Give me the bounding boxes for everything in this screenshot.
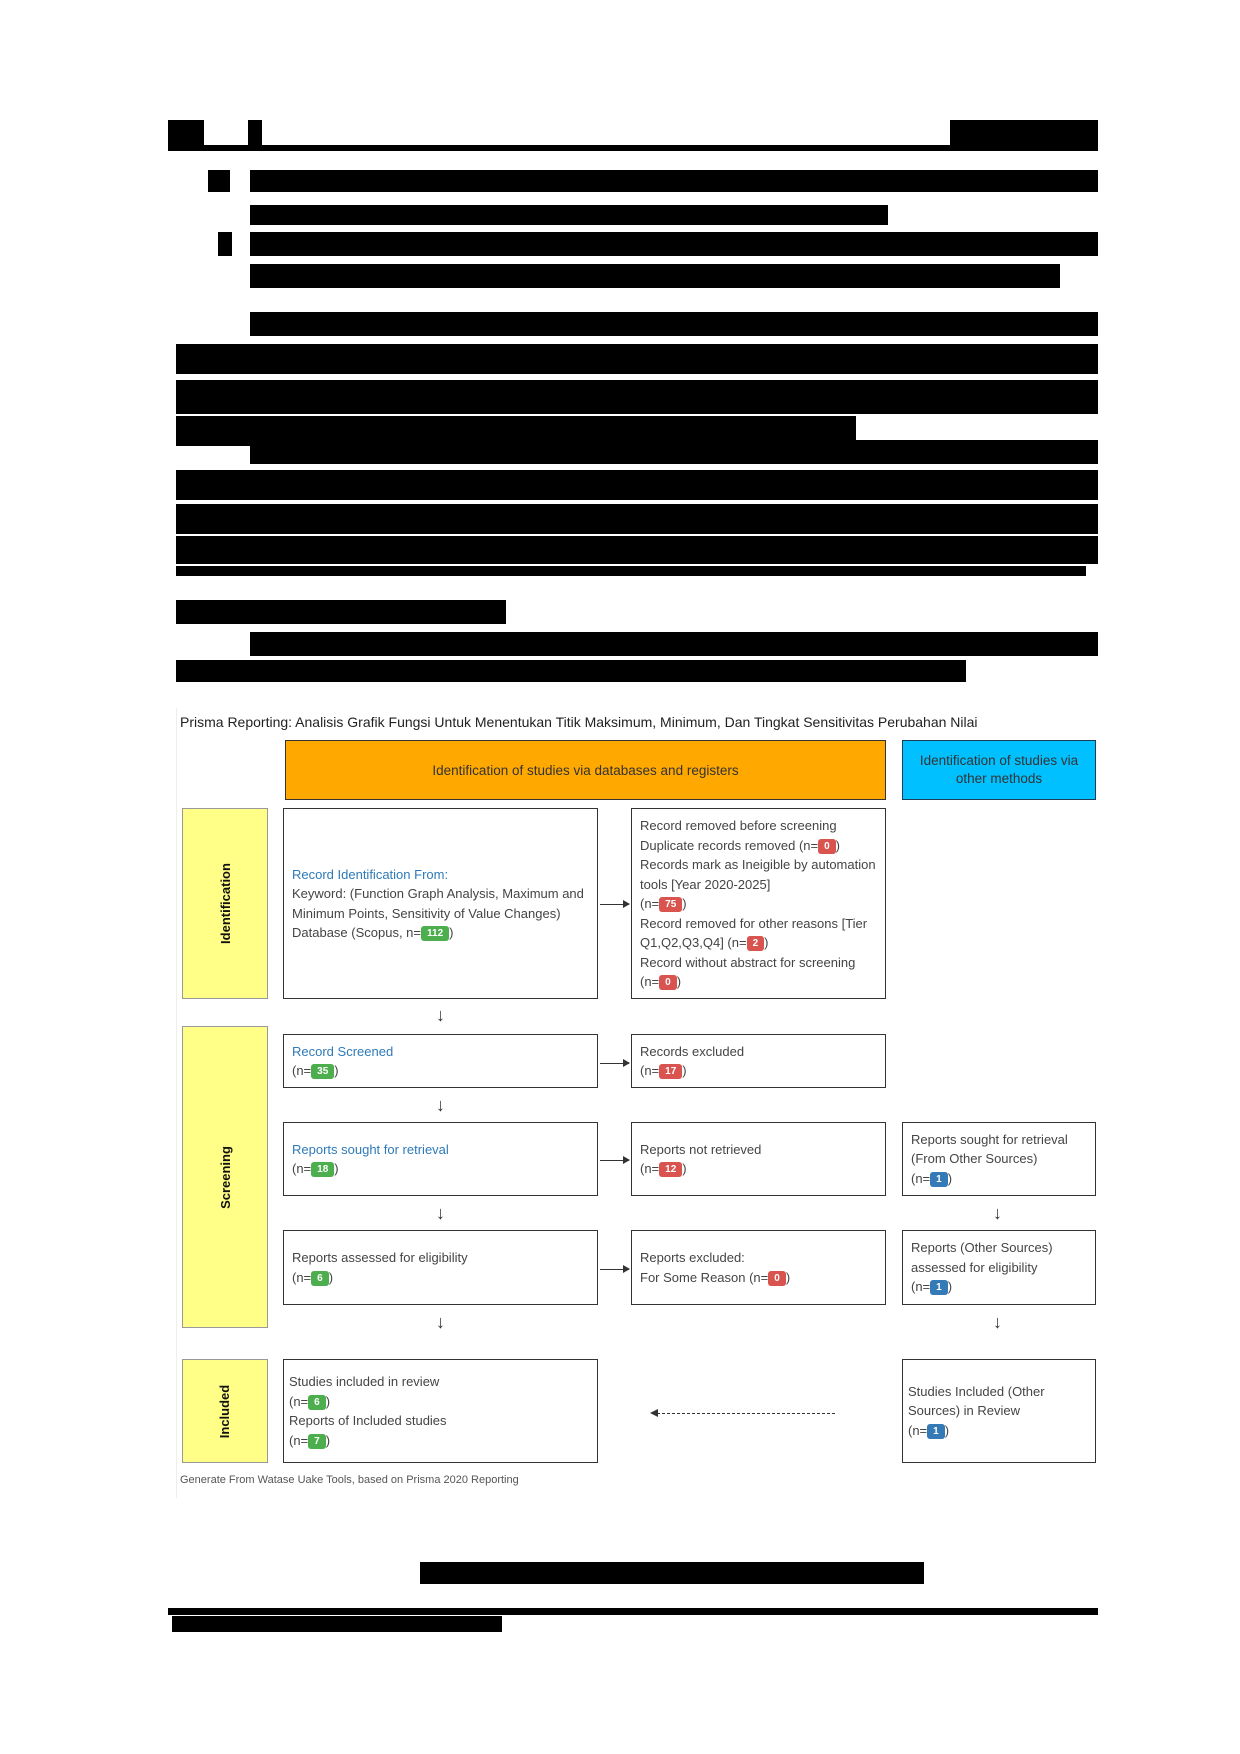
redacted-list-line bbox=[250, 205, 888, 225]
reports-sought-box: Reports sought for retrieval (n= 18 ) bbox=[283, 1122, 598, 1196]
redacted-paragraph-line bbox=[176, 380, 1098, 414]
redacted-paragraph-line bbox=[176, 470, 1098, 500]
count-badge: 1 bbox=[930, 1172, 948, 1187]
count-badge: 0 bbox=[768, 1271, 786, 1286]
redacted-paragraph-line bbox=[176, 344, 1098, 374]
count-badge: 7 bbox=[308, 1434, 326, 1449]
other-reports-sought-box: Reports sought for retrieval (From Other Sources) (n= 1 ) bbox=[902, 1122, 1096, 1196]
redacted-list-marker-1 bbox=[208, 170, 230, 192]
record-screened-box: Record Screened (n= 35 ) bbox=[283, 1034, 598, 1088]
arrow-down-icon: ↓ bbox=[993, 1312, 1002, 1332]
arrow-right-icon bbox=[600, 1063, 629, 1064]
arrow-right-icon bbox=[600, 1269, 629, 1270]
header-other-methods-label: Identification of studies via other methods bbox=[919, 752, 1079, 786]
figure-caption-source: Generate From Watase Uake Tools, based on Prisma 2020 Reporting bbox=[180, 1474, 519, 1486]
redacted-list-line bbox=[250, 264, 1060, 288]
count-badge: 0 bbox=[659, 975, 677, 990]
stage-included: Included bbox=[182, 1359, 268, 1463]
studies-included-box: Studies included in review (n= 6 ) Reports of Included studies (n= 7 ) bbox=[283, 1359, 598, 1463]
count-badge: 75 bbox=[659, 897, 682, 912]
count-badge: 18 bbox=[311, 1162, 334, 1177]
redacted-footer-rule bbox=[168, 1608, 1098, 1615]
record-identification-title: Record Identification From: bbox=[292, 866, 449, 882]
arrow-right-icon bbox=[600, 1160, 629, 1161]
count-badge: 2 bbox=[747, 936, 765, 951]
header-databases-label: Identification of studies via databases and registers bbox=[432, 762, 739, 778]
count-badge: 6 bbox=[311, 1271, 329, 1286]
redacted-header-right bbox=[950, 120, 1098, 150]
redacted-section-heading bbox=[176, 600, 506, 624]
redacted-figure-caption bbox=[420, 1562, 924, 1584]
redacted-paragraph-line bbox=[176, 504, 1098, 534]
redacted-paragraph-line bbox=[176, 660, 966, 682]
reports-not-retrieved-box: Reports not retrieved (n= 12 ) bbox=[631, 1122, 886, 1196]
arrow-down-icon: ↓ bbox=[436, 1005, 445, 1025]
records-removed-box: Record removed before screening Duplicate records removed (n= 0 ) Records mark as Ineigible by automation tools [Year 2020-2025] (n= 75 ) Record removed for other reasons [Tier Q1,Q2,Q3,Q4] (n= 2 ) Record without abstract for screening (n= 0 ) bbox=[631, 808, 886, 999]
header-other-methods bbox=[902, 740, 1096, 800]
count-badge: 112 bbox=[421, 926, 449, 941]
records-excluded-box: Records excluded (n= 17 ) bbox=[631, 1034, 886, 1088]
count-badge: 17 bbox=[659, 1064, 682, 1079]
keyword-text: Keyword: (Function Graph Analysis, Maximum and Minimum Points, Sensitivity of Value Changes) bbox=[292, 886, 584, 921]
dashed-arrow-left-icon bbox=[652, 1413, 835, 1414]
count-badge: 6 bbox=[308, 1395, 326, 1410]
stage-screening: Screening bbox=[182, 1026, 268, 1328]
redacted-paragraph-line bbox=[176, 566, 1086, 576]
figure-title: Prisma Reporting: Analisis Grafik Fungsi Untuk Menentukan Titik Maksimum, Minimum, Dan Tingkat Sensitivitas Perubahan Nilai bbox=[180, 714, 978, 730]
arrow-right-icon bbox=[600, 904, 629, 905]
count-badge: 35 bbox=[311, 1064, 334, 1079]
reports-assessed-box: Reports assessed for eligibility (n= 6 ) bbox=[283, 1230, 598, 1305]
header-databases bbox=[285, 740, 886, 800]
count-badge: 1 bbox=[927, 1424, 945, 1439]
other-studies-included-box: Studies Included (Other Sources) in Review (n= 1 ) bbox=[902, 1359, 1096, 1463]
redacted-paragraph-line bbox=[250, 440, 1098, 464]
other-reports-assessed-box: Reports (Other Sources) assessed for eligibility (n= 1 ) bbox=[902, 1230, 1096, 1305]
arrow-down-icon: ↓ bbox=[993, 1203, 1002, 1223]
arrow-down-icon: ↓ bbox=[436, 1203, 445, 1223]
count-badge: 0 bbox=[818, 839, 836, 854]
arrow-down-icon: ↓ bbox=[436, 1312, 445, 1332]
redacted-paragraph-line bbox=[250, 312, 1098, 336]
arrow-down-icon: ↓ bbox=[436, 1095, 445, 1115]
database-line: Database (Scopus, n= 112 ) bbox=[292, 925, 454, 940]
redacted-list-line bbox=[250, 232, 1098, 256]
count-badge: 1 bbox=[930, 1280, 948, 1295]
stage-identification: Identification bbox=[182, 808, 268, 999]
redacted-list-line bbox=[250, 170, 1098, 192]
redacted-footer-text bbox=[172, 1616, 502, 1632]
redacted-list-marker-2 bbox=[218, 232, 232, 256]
record-identification-box bbox=[283, 808, 598, 999]
count-badge: 12 bbox=[659, 1162, 682, 1177]
redacted-paragraph-line bbox=[250, 632, 1098, 656]
reports-excluded-box: Reports excluded: For Some Reason (n= 0 ) bbox=[631, 1230, 886, 1305]
redacted-paragraph-line bbox=[176, 536, 1098, 564]
